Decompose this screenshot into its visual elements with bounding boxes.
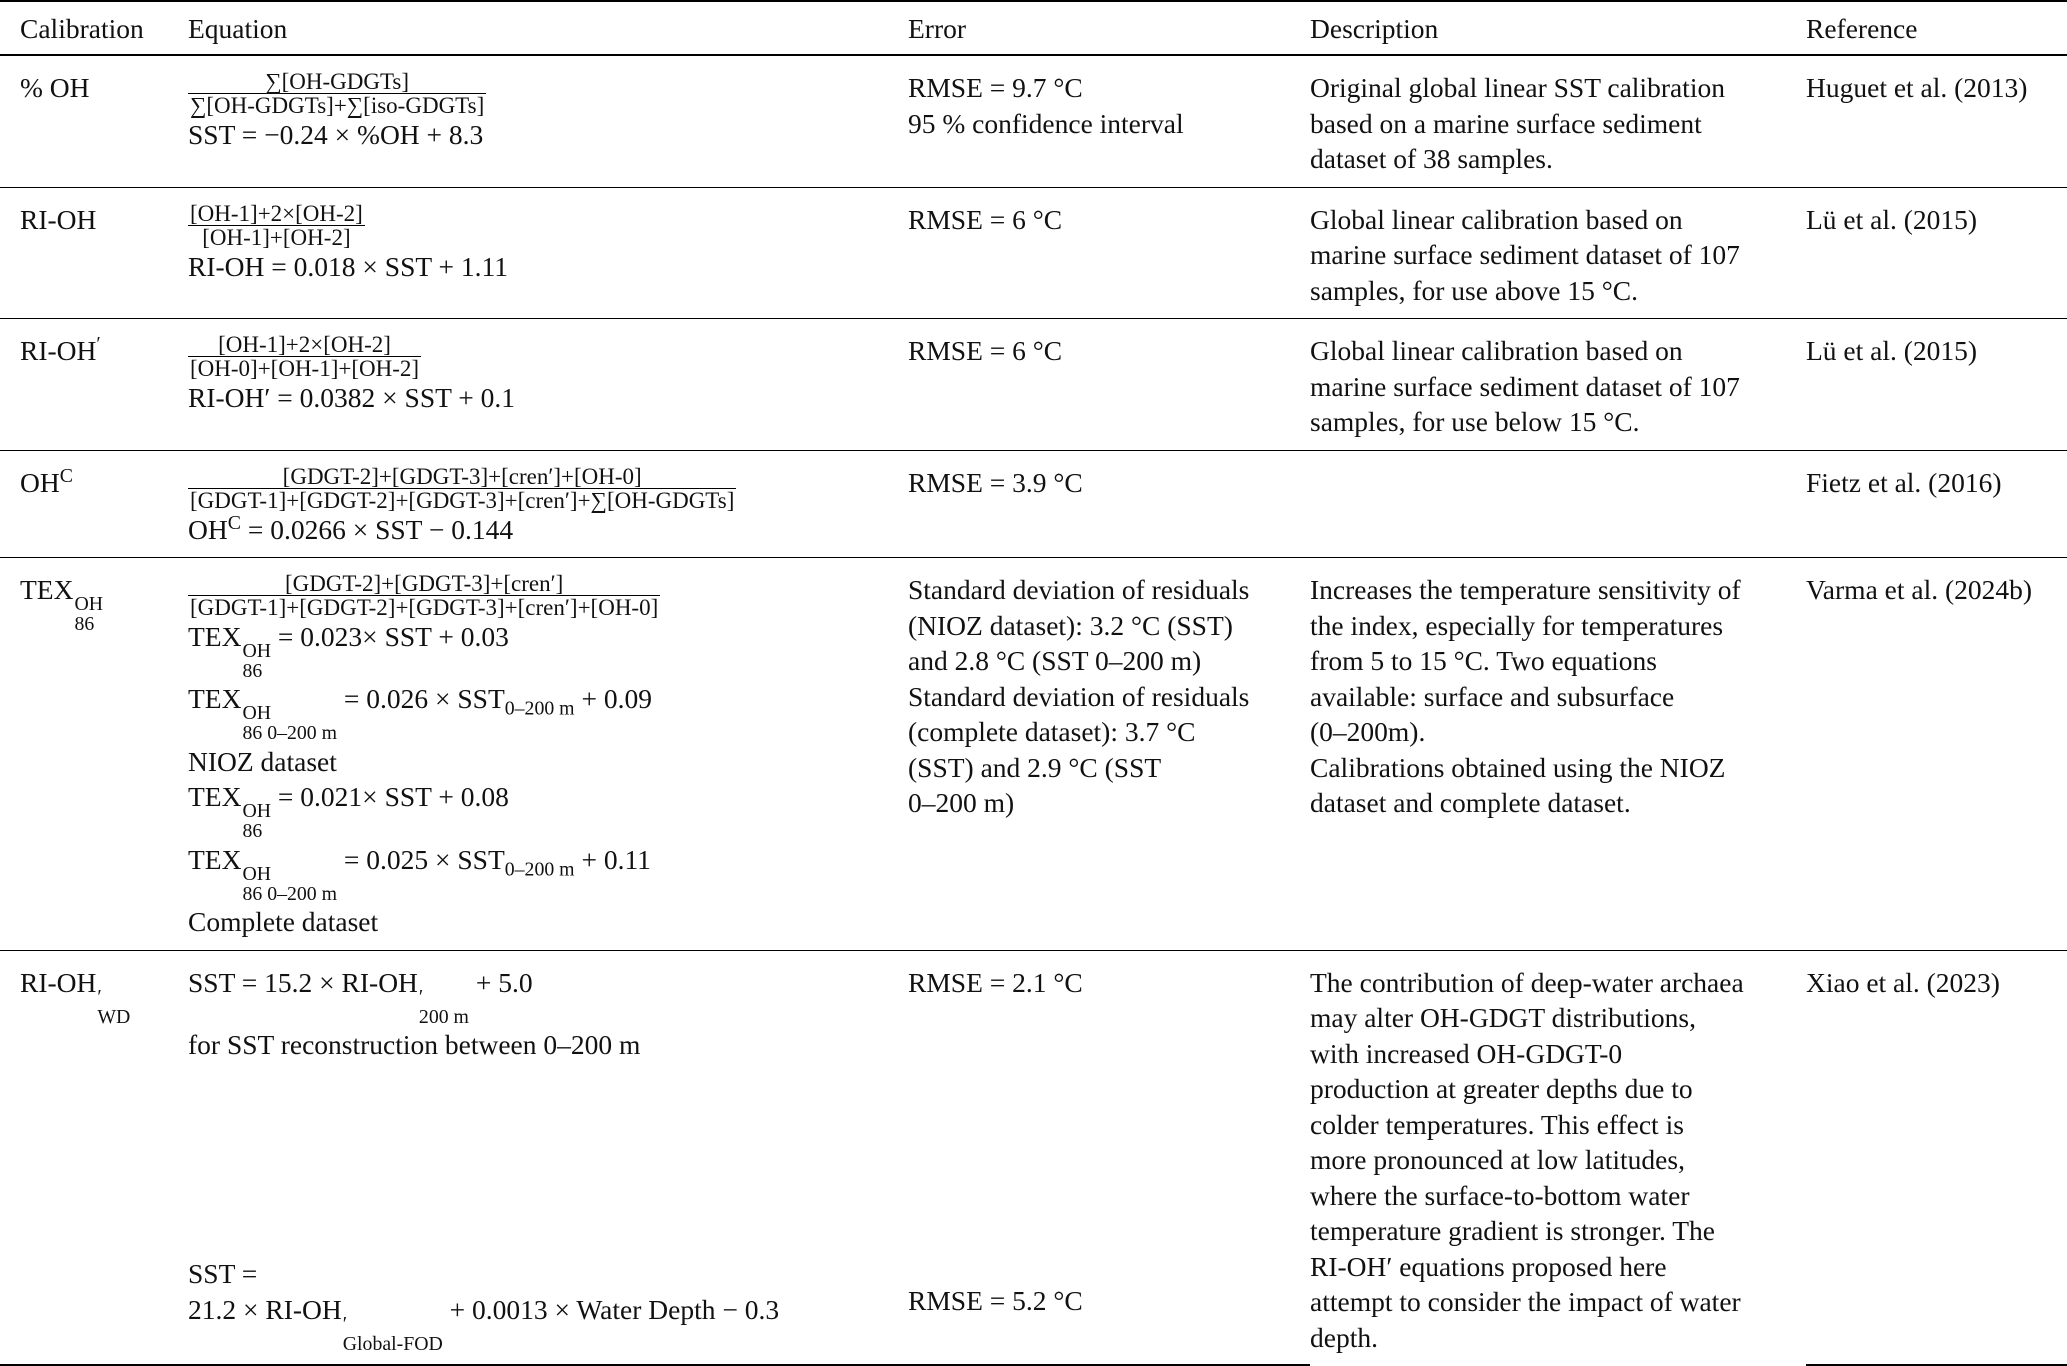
eq-rest: = 0.023× SST + 0.03 xyxy=(271,621,509,652)
error-spacer xyxy=(908,1319,1310,1355)
eq-supsub xyxy=(418,985,469,1028)
calibration-name-empty xyxy=(0,1157,188,1365)
error-cell xyxy=(908,55,1310,187)
table-row xyxy=(0,450,2067,558)
eq-base: OH xyxy=(188,513,228,545)
description-line: (0–200m). xyxy=(1310,716,1426,747)
eq-subscript: 86 xyxy=(242,659,263,682)
name-superscript: OH xyxy=(74,592,104,615)
eq-subscript: 200 m xyxy=(418,1005,469,1028)
error-cell xyxy=(908,558,1310,951)
description-line: samples, for use below 15 °C. xyxy=(1310,406,1640,437)
error-line: RMSE = 5.2 °C xyxy=(908,1285,1083,1317)
description-line: attempt to consider the impact of water xyxy=(1310,1286,1741,1318)
calibration-name xyxy=(0,950,188,1157)
reference-cell-empty xyxy=(1806,1157,2067,1365)
equation-cell xyxy=(188,450,908,558)
description-line: more pronounced at low latitudes, xyxy=(1310,1144,1685,1176)
name-subscript: WD xyxy=(97,1005,131,1028)
description-cell xyxy=(1310,319,1806,451)
eq-subscript: 0–200 m xyxy=(504,858,575,881)
description-line: temperature gradient is stronger. The xyxy=(1310,1215,1715,1247)
dataset-label: Complete dataset xyxy=(188,906,379,938)
fraction-denominator: [OH-1]+[OH-2] xyxy=(188,225,365,249)
equation-cell xyxy=(188,558,908,951)
eq-subscript: 0–200 m xyxy=(504,697,575,720)
description-cell xyxy=(1310,450,1806,558)
description-line: depth. xyxy=(1310,1321,1378,1353)
header-reference: Reference xyxy=(1806,1,2067,55)
ratio-fraction xyxy=(188,202,365,249)
eq-superscript: OH xyxy=(242,639,272,662)
name-base: OH xyxy=(20,466,60,498)
eq-superscript: OH xyxy=(242,702,272,725)
equation-line: RI-OH = 0.018 × SST + 1.11 xyxy=(188,250,509,282)
equation-line xyxy=(188,1292,908,1354)
error-line: RMSE = 6 °C xyxy=(908,203,1063,235)
error-line: 95 % confidence interval xyxy=(908,107,1184,139)
equation-line: RI-OH′ = 0.0382 × SST + 0.1 xyxy=(188,382,516,413)
error-line: RMSE = 3.9 °C xyxy=(908,466,1083,498)
eq-base: TEX xyxy=(188,781,242,813)
description-line: RI-OH′ equations proposed here xyxy=(1310,1250,1667,1282)
description-line: may alter OH-GDGT distributions, xyxy=(1310,1002,1696,1034)
description-line: available: surface and subsurface xyxy=(1310,680,1675,712)
equation-cell xyxy=(188,319,908,451)
equation-line xyxy=(188,842,908,904)
equation-cell xyxy=(188,950,908,1157)
eq-part: + 0.0013 × Water Depth − 0.3 xyxy=(442,1293,780,1325)
description-line: dataset of 38 samples. xyxy=(1310,143,1553,174)
eq-base: TEX xyxy=(188,621,242,652)
description-line: based on a marine surface sediment xyxy=(1310,107,1702,139)
calibration-name xyxy=(0,558,188,951)
error-cell xyxy=(908,319,1310,451)
eq-superscript: OH xyxy=(242,800,272,823)
eq-subscript: 86 0–200 m xyxy=(242,882,337,905)
eq-subscript: 86 xyxy=(242,820,263,843)
ratio-fraction xyxy=(188,465,736,512)
fraction-numerator: [GDGT-2]+[GDGT-3]+[cren′]+[OH-0] xyxy=(282,463,642,489)
description-line: Original global linear SST calibration xyxy=(1310,72,1725,103)
error-line: 0–200 m) xyxy=(908,787,1015,818)
error-cell xyxy=(908,1157,1310,1365)
eq-rest: + 0.09 xyxy=(574,683,652,715)
name-base: RI-OH xyxy=(20,966,97,998)
description-line: production at greater depths due to xyxy=(1310,1073,1693,1105)
eq-subscript: 86 0–200 m xyxy=(242,722,337,745)
fraction-numerator: [OH-1]+2×[OH-2] xyxy=(190,200,363,226)
description-line: Global linear calibration based on xyxy=(1310,335,1683,366)
description-cell xyxy=(1310,558,1806,951)
table-row xyxy=(0,950,2067,1157)
description-line: the index, especially for temperatures xyxy=(1310,609,1724,641)
error-cell xyxy=(908,450,1310,558)
equation-line: SST = −0.24 × %OH + 8.3 xyxy=(188,119,484,150)
eq-mid: = 0.026 × SST xyxy=(336,683,505,715)
reference-cell: Lü et al. (2015) xyxy=(1806,319,2067,451)
table-body xyxy=(0,55,2067,1365)
error-line: RMSE = 2.1 °C xyxy=(908,966,1083,998)
reference-cell: Huguet et al. (2013) xyxy=(1806,55,2067,187)
dataset-label: NIOZ dataset xyxy=(188,745,337,777)
description-line: marine surface sediment dataset of 107 xyxy=(1310,370,1740,402)
error-line: Standard deviation of residuals xyxy=(908,574,1250,605)
eq-superscript: ′ xyxy=(342,1312,348,1335)
eq-superscript: ′ xyxy=(418,985,424,1008)
description-cell xyxy=(1310,55,1806,187)
equation-line: SST = xyxy=(188,1258,258,1290)
equation-line xyxy=(188,681,908,743)
description-cell xyxy=(1310,187,1806,319)
eq-superscript: C xyxy=(227,511,241,534)
fraction-denominator: ∑[OH-GDGTs]+∑[iso-GDGTs] xyxy=(190,93,485,118)
table-row xyxy=(0,319,2067,451)
equation-line xyxy=(188,512,908,548)
error-line: and 2.8 °C (SST 0–200 m) xyxy=(908,645,1202,676)
eq-rest: = 0.021× SST + 0.08 xyxy=(271,781,509,813)
calibration-name: RI-OH xyxy=(0,187,188,319)
description-line: Calibrations obtained using the NIOZ xyxy=(1310,751,1726,783)
error-line: RMSE = 9.7 °C xyxy=(908,72,1083,103)
table-row xyxy=(0,558,2067,951)
description-line: The contribution of deep-water archaea xyxy=(1310,966,1744,998)
reference-cell: Xiao et al. (2023) xyxy=(1806,966,2000,998)
name-base: TEX xyxy=(20,574,74,605)
name-base: RI-OH xyxy=(20,335,97,366)
equation-line xyxy=(188,779,908,841)
fraction-denominator: [GDGT-1]+[GDGT-2]+[GDGT-3]+[cren′]+∑[OH-GDGTs] xyxy=(190,487,735,513)
header-description: Description xyxy=(1310,1,1806,55)
error-line: (SST) and 2.9 °C (SST xyxy=(908,751,1162,783)
header-row xyxy=(0,1,2067,55)
equation-cell xyxy=(188,55,908,187)
name-superscript: C xyxy=(59,464,73,487)
error-line: RMSE = 6 °C xyxy=(908,335,1063,366)
table-row xyxy=(0,187,2067,319)
table-row xyxy=(0,55,2067,187)
description-line: dataset and complete dataset. xyxy=(1310,787,1631,818)
equation-line xyxy=(188,619,908,681)
eq-subscript: Global-FOD xyxy=(342,1332,443,1355)
eq-supsub xyxy=(242,704,337,744)
fraction-numerator: ∑[OH-GDGTs] xyxy=(265,69,410,94)
name-supsub xyxy=(97,985,131,1028)
description-line: marine surface sediment dataset of 107 xyxy=(1310,239,1740,270)
equation-cell xyxy=(188,187,908,319)
eq-part: 21.2 × RI-OH xyxy=(188,1293,342,1325)
eq-supsub xyxy=(242,862,337,905)
fraction-numerator: [GDGT-2]+[GDGT-3]+[cren′] xyxy=(284,571,564,596)
description-line: colder temperatures. This effect is xyxy=(1310,1108,1684,1140)
equation-cell xyxy=(188,1157,908,1365)
eq-supsub xyxy=(242,639,272,682)
equation-line xyxy=(188,965,908,1027)
eq-supsub xyxy=(342,1312,443,1355)
fraction-numerator: [OH-1]+2×[OH-2] xyxy=(218,332,391,357)
equation-note: for SST reconstruction between 0–200 m xyxy=(188,1029,641,1061)
table-header xyxy=(0,1,2067,55)
header-calibration: Calibration xyxy=(0,1,188,55)
eq-part: SST = 15.2 × RI-OH xyxy=(188,966,418,998)
ratio-fraction xyxy=(188,572,660,619)
name-supsub xyxy=(74,592,104,635)
calibration-name xyxy=(0,450,188,558)
ratio-fraction xyxy=(188,333,421,380)
description-line: with increased OH-GDGT-0 xyxy=(1310,1037,1623,1069)
name-prime: ′ xyxy=(96,332,101,355)
eq-part: + 5.0 xyxy=(468,966,533,998)
eq-rest: + 0.11 xyxy=(574,843,651,875)
reference-cell: Varma et al. (2024b) xyxy=(1806,558,2067,951)
eq-mid: = 0.025 × SST xyxy=(336,843,505,875)
reference-cell: Lü et al. (2015) xyxy=(1806,187,2067,319)
error-line: (complete dataset): 3.7 °C xyxy=(908,716,1196,747)
description-line: where the surface-to-bottom water xyxy=(1310,1179,1690,1211)
error-line: Standard deviation of residuals xyxy=(908,680,1250,712)
header-error: Error xyxy=(908,1,1310,55)
eq-supsub xyxy=(242,802,271,842)
description-line: Increases the temperature sensitivity of xyxy=(1310,574,1741,605)
calibration-name xyxy=(0,319,188,451)
error-line: (NIOZ dataset): 3.2 °C (SST) xyxy=(908,609,1233,641)
error-cell xyxy=(908,187,1310,319)
eq-base: TEX xyxy=(188,683,242,715)
description-cell xyxy=(1310,950,1806,1365)
fraction-denominator: [GDGT-1]+[GDGT-2]+[GDGT-3]+[cren′]+[OH-0] xyxy=(190,595,659,620)
eq-superscript: OH xyxy=(242,862,272,885)
description-line: Global linear calibration based on xyxy=(1310,203,1683,235)
fraction-denominator: [OH-0]+[OH-1]+[OH-2] xyxy=(190,356,420,381)
name-superscript: ′ xyxy=(97,985,102,1008)
eq-rest: = 0.0266 × SST − 0.144 xyxy=(240,513,514,545)
description-line: samples, for use above 15 °C. xyxy=(1310,274,1638,306)
calibration-name: % OH xyxy=(0,55,188,187)
ratio-fraction xyxy=(188,70,486,117)
error-cell xyxy=(908,950,1310,1157)
header-equation: Equation xyxy=(188,1,908,55)
eq-base: TEX xyxy=(188,843,242,875)
name-subscript: 86 xyxy=(74,612,95,635)
description-line: from 5 to 15 °C. Two equations xyxy=(1310,645,1657,676)
reference-cell: Fietz et al. (2016) xyxy=(1806,450,2067,558)
